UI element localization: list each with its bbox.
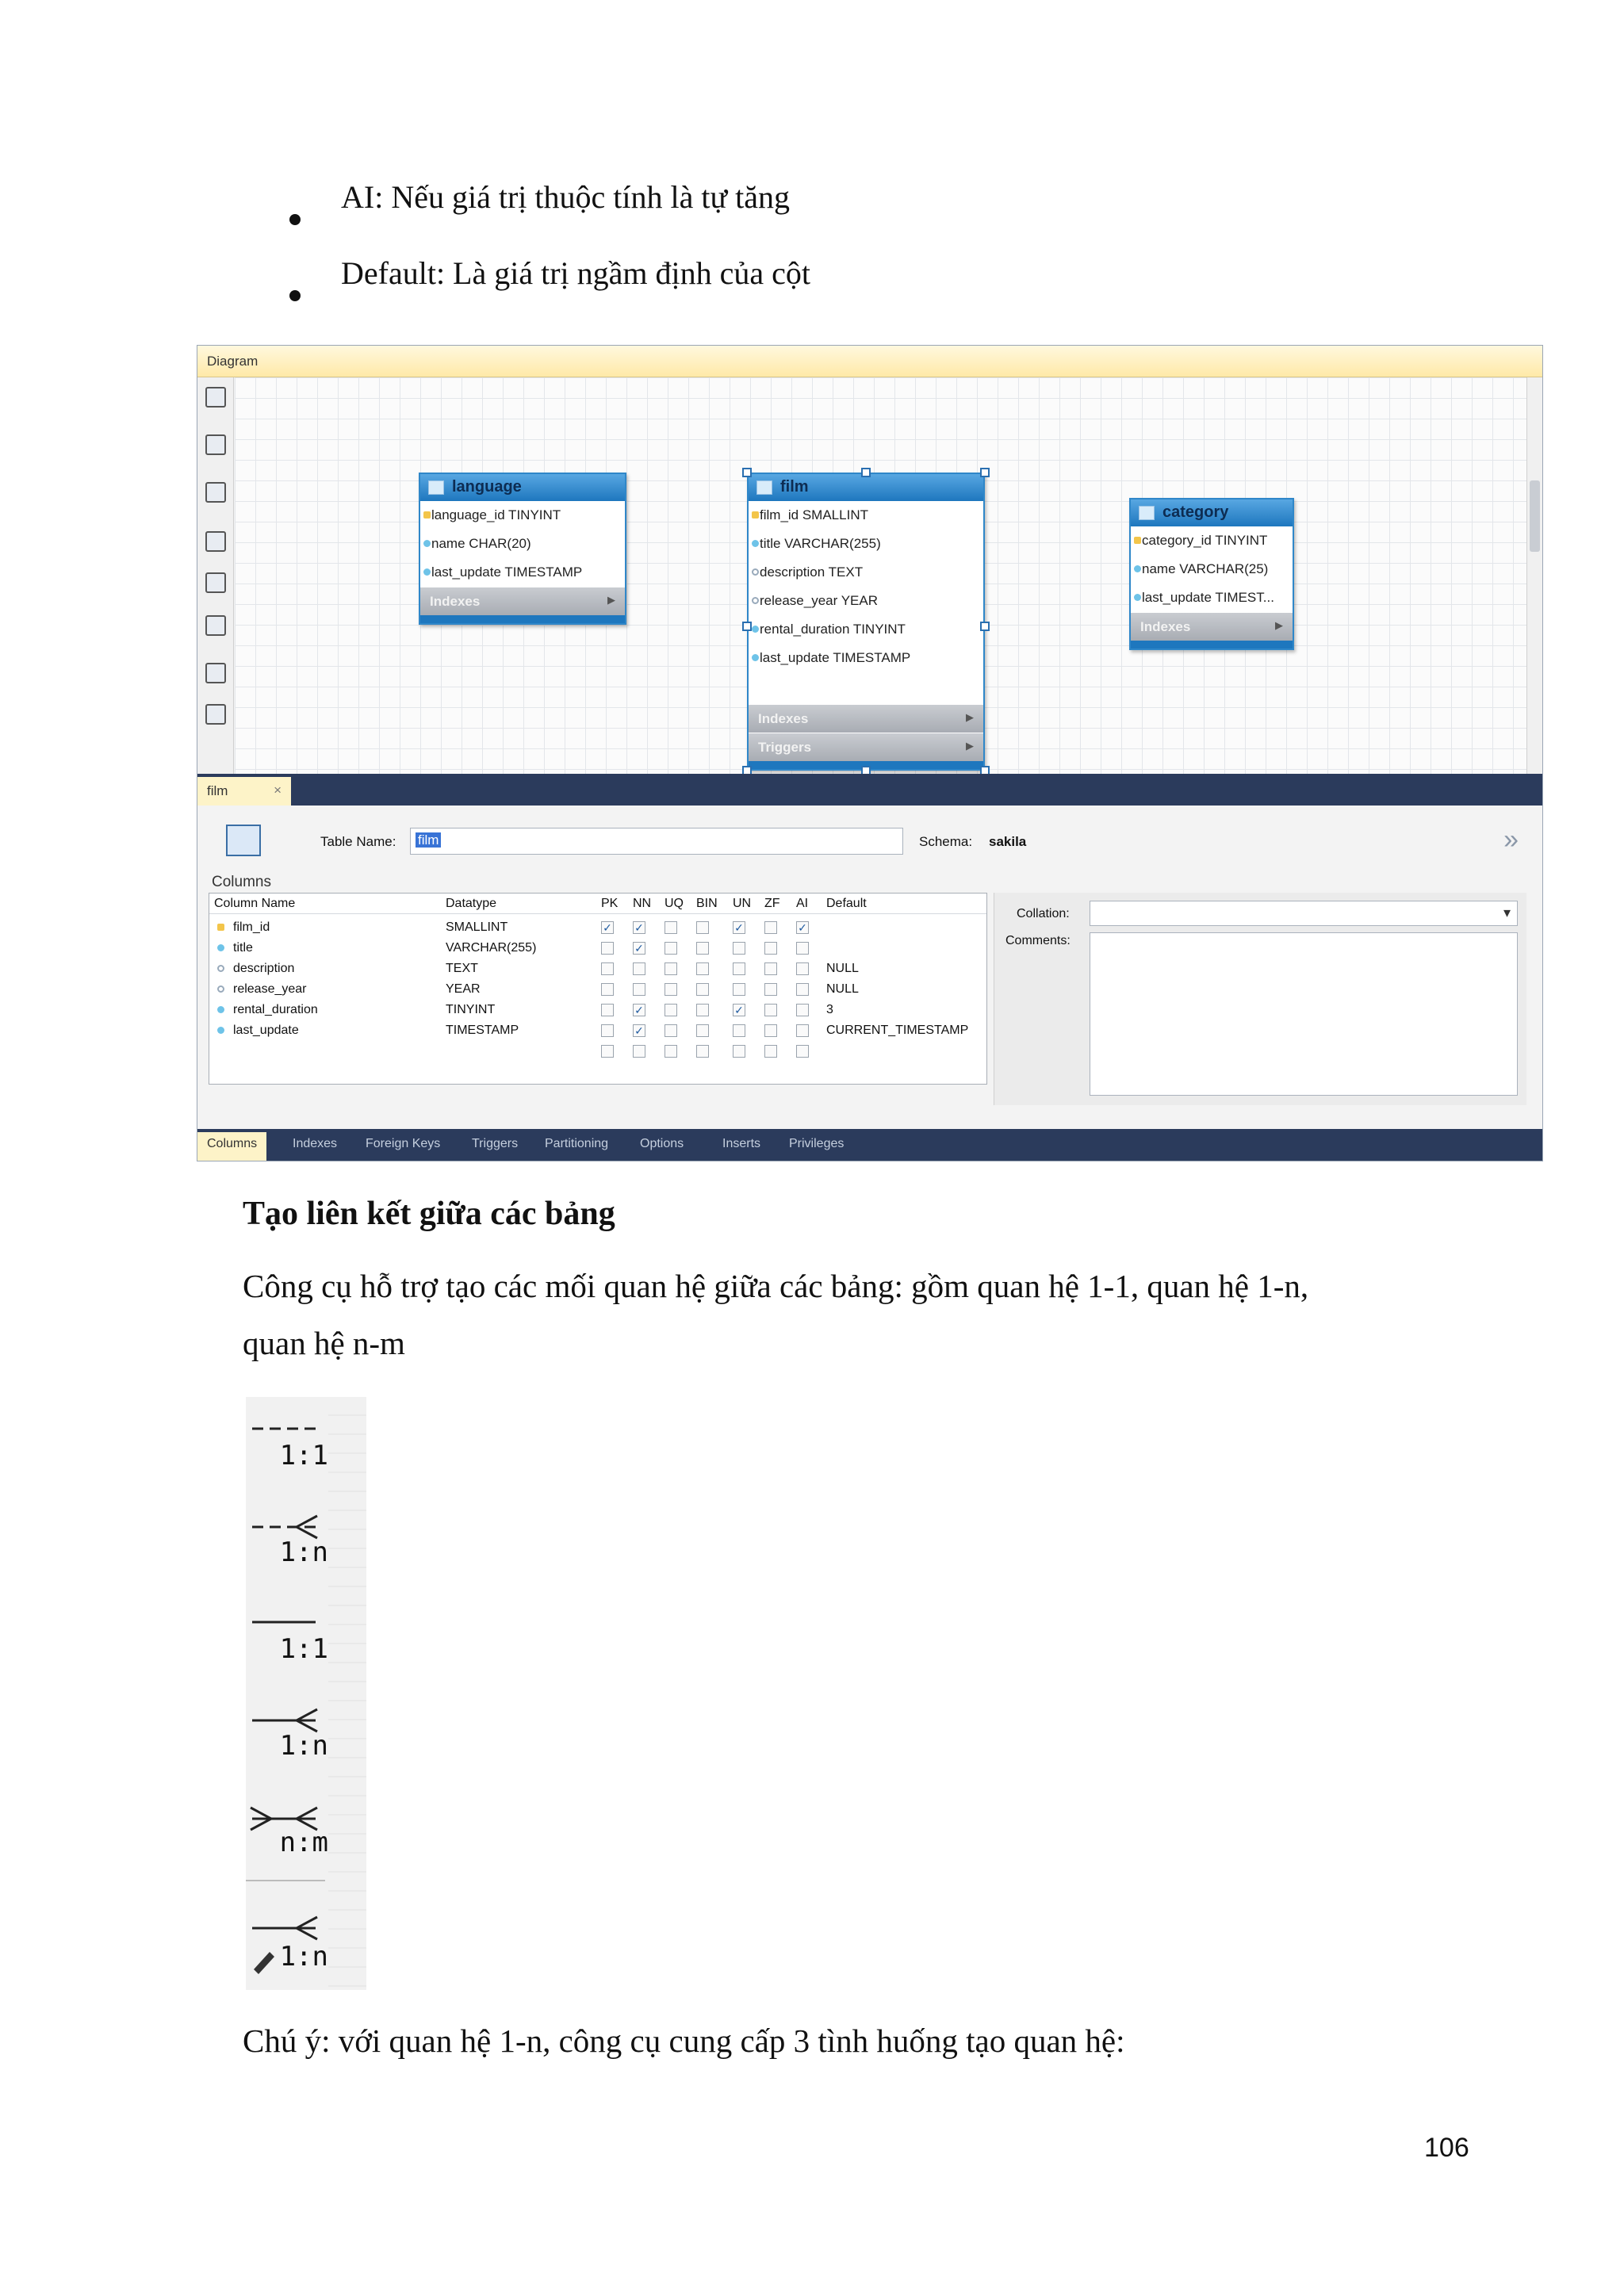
entity-field: category_id TINYINT — [1131, 526, 1293, 555]
flag-checkbox[interactable] — [696, 983, 709, 996]
flag-checkbox[interactable]: ✓ — [733, 1004, 745, 1016]
key-icon — [423, 511, 431, 519]
table-row-empty[interactable] — [209, 1041, 986, 1062]
flag-checkbox[interactable] — [796, 1004, 809, 1016]
entity-section[interactable]: Indexes ▶ — [749, 704, 983, 733]
column-name-cell[interactable]: last_update — [233, 1024, 299, 1037]
datatype-cell[interactable]: YEAR — [446, 982, 481, 996]
flag-checkbox[interactable] — [764, 1024, 777, 1037]
column-icon — [1134, 565, 1141, 572]
flag-checkbox[interactable] — [633, 983, 645, 996]
resize-handle[interactable] — [861, 468, 871, 477]
flag-checkbox[interactable] — [665, 1045, 677, 1058]
entity-field: name CHAR(20) — [420, 530, 625, 558]
flag-checkbox[interactable] — [764, 1004, 777, 1016]
collapse-chevron-icon[interactable]: » — [1503, 825, 1519, 855]
layer-tool-icon[interactable] — [205, 531, 226, 552]
editor-tab-film[interactable]: film × — [197, 777, 291, 806]
datatype-cell[interactable]: TEXT — [446, 962, 478, 975]
flag-checkbox[interactable]: ✓ — [633, 921, 645, 934]
flag-checkbox[interactable] — [665, 942, 677, 955]
grid-header-cell[interactable]: BIN — [696, 897, 718, 910]
column-icon — [217, 1027, 224, 1034]
entity-field: rental_duration TINYINT — [749, 615, 983, 644]
bullet-text: AI: Nếu giá trị thuộc tính là tự tăng — [341, 178, 790, 215]
tab-indexes[interactable]: Indexes — [293, 1137, 338, 1150]
table-name-label: Table Name: — [320, 834, 396, 849]
column-details-panel — [994, 893, 1526, 1105]
columns-grid[interactable] — [209, 893, 987, 1085]
grid-header-cell[interactable]: UQ — [665, 897, 684, 910]
tab-partitioning[interactable]: Partitioning — [545, 1137, 609, 1150]
paragraph-line: quan hệ n-m — [243, 1325, 405, 1361]
flag-checkbox[interactable] — [796, 1024, 809, 1037]
comments-textarea[interactable] — [1090, 932, 1518, 1096]
column-icon — [752, 626, 759, 633]
datatype-cell[interactable]: SMALLINT — [446, 920, 508, 934]
relationship-1-1-non-identifying[interactable]: 1:1 — [279, 1440, 328, 1471]
entity-field: film_id SMALLINT — [749, 501, 983, 530]
table-row[interactable] — [209, 917, 986, 938]
flag-checkbox[interactable] — [696, 1045, 709, 1058]
tab-inserts[interactable]: Inserts — [722, 1137, 761, 1150]
flag-checkbox[interactable] — [696, 942, 709, 955]
flag-checkbox[interactable]: ✓ — [633, 1024, 645, 1037]
flag-checkbox[interactable] — [764, 962, 777, 975]
entity-title: film — [749, 474, 983, 501]
flag-checkbox[interactable] — [764, 942, 777, 955]
table-row[interactable] — [209, 979, 986, 1000]
flag-checkbox[interactable] — [665, 1004, 677, 1016]
grid-header-cell[interactable]: AI — [796, 897, 809, 910]
flag-checkbox[interactable] — [633, 1045, 645, 1058]
flag-checkbox[interactable] — [665, 1024, 677, 1037]
resize-handle[interactable] — [980, 622, 990, 631]
entity-field: last_update TIMESTAMP — [749, 644, 983, 672]
bullet-dot — [289, 290, 301, 301]
hand-tool-icon[interactable] — [205, 434, 226, 455]
grid-header-cell[interactable]: Column Name — [214, 897, 296, 910]
section-heading: Tạo liên kết giữa các bảng — [243, 1196, 615, 1232]
relationship-toolbar — [246, 1397, 366, 1990]
entity-title: language — [420, 474, 625, 501]
entity-field: name VARCHAR(25) — [1131, 555, 1293, 584]
tab-triggers[interactable]: Triggers — [472, 1137, 519, 1150]
flag-checkbox[interactable] — [696, 1004, 709, 1016]
primary-key-icon — [217, 924, 224, 931]
column-icon — [423, 540, 431, 547]
default-cell[interactable]: 3 — [826, 1003, 833, 1016]
column-icon — [1134, 594, 1141, 601]
eyedropper-icon — [254, 1952, 274, 1974]
bullet-dot — [289, 214, 301, 225]
entity-field: title VARCHAR(255) — [749, 530, 983, 558]
column-icon — [217, 944, 224, 951]
flag-checkbox[interactable]: ✓ — [633, 942, 645, 955]
collation-label: Collation: — [1017, 907, 1070, 920]
flag-checkbox[interactable] — [665, 962, 677, 975]
tab-columns[interactable]: Columns — [197, 1132, 266, 1161]
flag-checkbox[interactable] — [633, 962, 645, 975]
flag-checkbox[interactable] — [601, 1024, 614, 1037]
comments-label: Comments: — [1005, 934, 1071, 947]
tab-foreign-keys[interactable]: Foreign Keys — [366, 1137, 441, 1150]
relationship-line-icons — [246, 1397, 366, 1990]
flag-checkbox[interactable] — [764, 983, 777, 996]
column-name-cell[interactable]: rental_duration — [233, 1003, 318, 1016]
flag-checkbox[interactable] — [796, 1045, 809, 1058]
flag-checkbox[interactable] — [665, 921, 677, 934]
flag-checkbox[interactable] — [733, 1045, 745, 1058]
flag-checkbox[interactable] — [601, 942, 614, 955]
flag-checkbox[interactable] — [665, 983, 677, 996]
flag-checkbox[interactable] — [696, 1024, 709, 1037]
grid-header — [209, 894, 986, 914]
entity-field: language_id TINYINT — [420, 501, 625, 530]
column-name-cell[interactable]: film_id — [233, 920, 270, 934]
entity-category[interactable] — [1129, 498, 1294, 650]
tab-options[interactable]: Options — [640, 1137, 684, 1150]
flag-checkbox[interactable] — [733, 983, 745, 996]
default-cell[interactable]: NULL — [826, 982, 859, 996]
workbench-screenshot — [197, 345, 1543, 1161]
columns-section-label: Columns — [212, 874, 271, 890]
flag-checkbox[interactable] — [764, 921, 777, 934]
column-icon — [423, 568, 431, 576]
column-icon — [752, 597, 759, 604]
entity-section[interactable]: Indexes ▶ — [420, 587, 625, 615]
relationship-n-m[interactable]: n:m — [279, 1827, 328, 1858]
schema-label: Schema: — [919, 834, 973, 849]
flag-checkbox[interactable] — [796, 942, 809, 955]
resize-handle[interactable] — [742, 468, 752, 477]
flag-checkbox[interactable]: ✓ — [601, 921, 614, 934]
column-icon — [217, 965, 224, 972]
table-name-input[interactable]: film — [410, 828, 903, 855]
relationship-1-n-existing-columns[interactable]: 1:n — [279, 1941, 328, 1973]
flag-checkbox[interactable]: ✓ — [733, 921, 745, 934]
close-icon[interactable]: × — [274, 783, 282, 798]
tab-privileges[interactable]: Privileges — [789, 1137, 845, 1150]
flag-checkbox[interactable] — [601, 962, 614, 975]
column-name-cell[interactable]: title — [233, 941, 253, 955]
relationship-1-n-non-identifying[interactable]: 1:n — [279, 1536, 328, 1568]
image-tool-icon[interactable] — [205, 615, 226, 636]
column-icon — [217, 1006, 224, 1013]
column-name-cell[interactable]: release_year — [233, 982, 307, 996]
table-editor-icon — [226, 825, 261, 856]
flag-checkbox[interactable] — [796, 983, 809, 996]
entity-film[interactable] — [747, 473, 985, 771]
table-row[interactable] — [209, 1000, 986, 1020]
note-tool-icon[interactable] — [205, 572, 226, 593]
default-cell[interactable]: NULL — [826, 962, 859, 975]
entity-section[interactable]: Indexes ▶ — [1131, 612, 1293, 641]
resize-handle[interactable] — [980, 468, 990, 477]
relationship-1-n-identifying[interactable]: 1:n — [279, 1730, 328, 1762]
table-editor — [197, 806, 1542, 1115]
flag-checkbox[interactable] — [733, 1024, 745, 1037]
bullet-text: Default: Là giá trị ngầm định của cột — [341, 254, 811, 291]
datatype-cell[interactable]: TIMESTAMP — [446, 1024, 519, 1037]
default-cell[interactable]: CURRENT_TIMESTAMP — [826, 1024, 969, 1037]
grid-header-cell[interactable]: Datatype — [446, 897, 497, 910]
eraser-tool-icon[interactable] — [205, 482, 226, 503]
schema-value: sakila — [989, 834, 1027, 849]
grid-header-cell[interactable]: PK — [601, 897, 619, 910]
entity-field: last_update TIMESTAMP — [420, 558, 625, 587]
flag-checkbox[interactable] — [733, 962, 745, 975]
flag-checkbox[interactable] — [601, 1045, 614, 1058]
grid-header-cell[interactable]: NN — [633, 897, 652, 910]
entity-field: release_year YEAR — [749, 587, 983, 615]
key-icon — [1134, 537, 1141, 544]
column-icon — [217, 985, 224, 993]
entity-field: description TEXT — [749, 558, 983, 587]
pointer-tool-icon[interactable] — [205, 387, 226, 408]
table-row[interactable] — [209, 1020, 986, 1041]
flag-checkbox[interactable] — [733, 942, 745, 955]
column-name-cell[interactable]: description — [233, 962, 295, 975]
flag-checkbox[interactable] — [796, 962, 809, 975]
flag-checkbox[interactable] — [696, 921, 709, 934]
entity-title: category — [1131, 499, 1293, 526]
column-icon — [752, 540, 759, 547]
datatype-cell[interactable]: TINYINT — [446, 1003, 496, 1016]
datatype-cell[interactable]: VARCHAR(255) — [446, 941, 537, 955]
resize-handle[interactable] — [742, 622, 752, 631]
flag-checkbox[interactable]: ✓ — [633, 1004, 645, 1016]
collation-select[interactable] — [1090, 901, 1518, 926]
flag-checkbox[interactable] — [764, 1045, 777, 1058]
grid-header-cell[interactable]: Default — [826, 897, 867, 910]
grid-header-cell[interactable]: ZF — [764, 897, 780, 910]
diagram-tab[interactable]: Diagram — [197, 346, 1542, 377]
flag-checkbox[interactable] — [601, 983, 614, 996]
flag-checkbox[interactable] — [696, 962, 709, 975]
editor-tab-bar — [197, 774, 1542, 806]
paragraph-line: Công cụ hỗ trợ tạo các mối quan hệ giữa các bảng: gồm quan hệ 1-1, quan hệ 1-n, — [243, 1268, 1309, 1304]
column-icon — [752, 654, 759, 661]
editor-bottom-tabs — [197, 1129, 1542, 1161]
relationship-1-1-identifying[interactable]: 1:1 — [279, 1633, 328, 1665]
grid-header-cell[interactable]: UN — [733, 897, 752, 910]
view-tool-icon[interactable] — [205, 704, 226, 725]
entity-language[interactable] — [419, 473, 626, 625]
table-tool-icon[interactable] — [205, 663, 226, 683]
note-paragraph: Chú ý: với quan hệ 1-n, công cụ cung cấp 3 tình huống tạo quan hệ: — [243, 2022, 1125, 2059]
entity-section[interactable]: Triggers ▶ — [749, 733, 983, 761]
table-row[interactable] — [209, 959, 986, 979]
flag-checkbox[interactable]: ✓ — [796, 921, 809, 934]
column-icon — [752, 568, 759, 576]
table-row[interactable] — [209, 938, 986, 959]
page-number: 106 — [1424, 2133, 1469, 2163]
flag-checkbox[interactable] — [601, 1004, 614, 1016]
entity-field: last_update TIMEST... — [1131, 584, 1293, 612]
key-icon — [752, 511, 759, 519]
